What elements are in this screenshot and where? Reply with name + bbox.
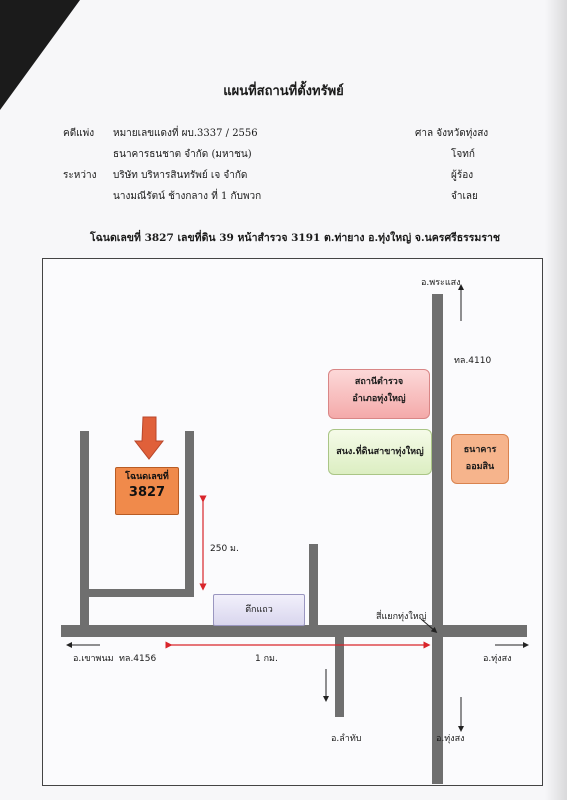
bank-label-1: ธนาคาร — [463, 445, 497, 455]
to-chaphanom-label: อ.เขาพนม — [73, 654, 114, 664]
junction-label: สี่แยกทุ่งใหญ่ — [376, 612, 427, 622]
land-office-box — [328, 429, 432, 475]
to-lamthap-label: อ.ลำทับ — [331, 734, 362, 744]
to-thungsong-east-label: อ.ทุ่งสง — [483, 654, 512, 664]
side-road — [309, 544, 318, 626]
soi-left — [80, 431, 89, 625]
to-phrasaeng-label: อ.พระแสง — [421, 278, 461, 288]
road-lamthap — [335, 637, 344, 717]
bank-label-2: ออมสิน — [465, 462, 495, 472]
row-houses-label: ตึกแถว — [245, 605, 273, 615]
police-label-2: อำเภอทุ่งใหญ่ — [352, 394, 406, 404]
police-label-1: สถานีตำรวจ — [354, 377, 404, 387]
defendant-name: นางมณีรัตน์ ช้างกลาง ที่ 1 กับพวก — [113, 191, 262, 202]
document-title: แผนที่สถานที่ตั้งทรัพย์ — [223, 84, 344, 99]
between-label: ระหว่าง — [63, 170, 97, 181]
map-drawing — [43, 259, 542, 785]
scan-edge-shade — [545, 0, 567, 800]
plot-label: โฉนดเลขที่ — [125, 472, 169, 482]
defendant-role: จำเลย — [451, 191, 478, 202]
plot-number: 3827 — [128, 485, 166, 500]
soi-right — [185, 431, 194, 597]
claimant-role: ผู้ร้อง — [451, 170, 474, 181]
plot-3827-box — [115, 467, 179, 515]
plaintiff-role: โจทก์ — [451, 149, 475, 160]
plot-arrow — [135, 417, 163, 459]
road-4156-label: ทล.4156 — [119, 654, 157, 664]
case-number: หมายเลขแดงที่ ผบ.3337 / 2556 — [113, 128, 258, 139]
land-office-label: สนง.ที่ดินสาขาทุ่งใหญ่ — [336, 447, 424, 457]
to-thungsong-south-label: อ.ทุ่งสง — [436, 734, 465, 744]
main-road — [61, 625, 527, 637]
distance-250m-label: 250 ม. — [210, 544, 239, 554]
court-name: ศาล จังหวัดทุ่งสง — [415, 128, 489, 139]
distance-1km-label: 1 กม. — [255, 654, 278, 664]
gsb-bank-box — [451, 434, 509, 484]
plaintiff-name: ธนาคารธนชาต จำกัด (มหาชน) — [113, 149, 252, 160]
deed-info: โฉนดเลขที่ 3827 เลขที่ดิน 39 หน้าสำรวจ 3191 ต.ท่ายาง อ.ทุ่งใหญ่ จ.นครศรีธรรมราช — [90, 232, 501, 244]
soi-bottom — [89, 589, 194, 597]
police-station-box — [328, 369, 430, 419]
row-houses-box — [213, 594, 305, 626]
road-4110 — [432, 294, 443, 784]
case-label: คดีแพ่ง — [63, 128, 95, 139]
road-4110-label: ทล.4110 — [454, 356, 492, 366]
location-map — [42, 258, 543, 786]
claimant-name: บริษัท บริหารสินทรัพย์ เจ จำกัด — [113, 170, 248, 181]
